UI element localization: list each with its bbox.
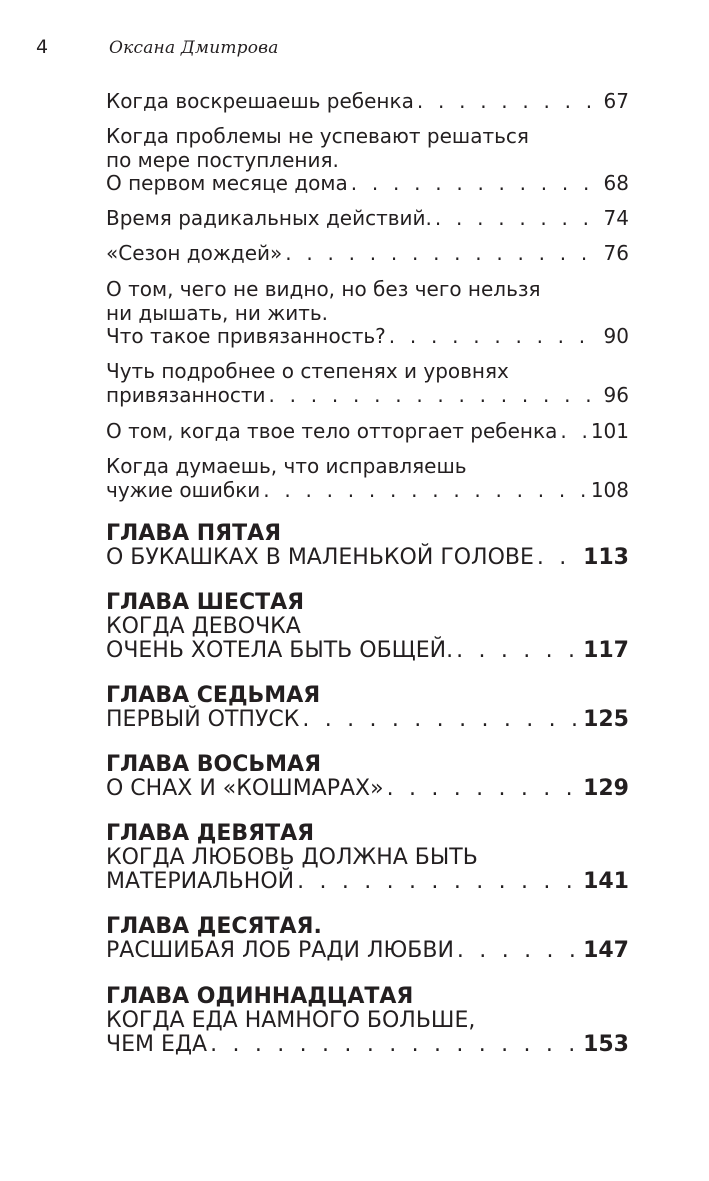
- chapter-title-line: КОГДА ЕДА НАМНОГО БОЛЬШЕ,: [106, 1008, 476, 1033]
- toc-entry-title: чужие ошибки: [106, 477, 261, 502]
- dot-leader: [456, 639, 580, 663]
- toc-entry-title: О том, когда твое тело отторгает ребенка: [106, 419, 558, 443]
- toc-entry-line: ни дышать, ни жить.: [106, 300, 329, 325]
- chapter-heading: ГЛАВА ШЕСТАЯ: [106, 590, 305, 615]
- dot-leader: [297, 870, 580, 894]
- chapter-heading: ГЛАВА ДЕСЯТАЯ.: [106, 914, 322, 939]
- toc-page-number: 113: [583, 545, 629, 570]
- toc-entry-title: «Сезон дождей»: [106, 241, 283, 265]
- dot-leader: [435, 207, 601, 231]
- chapter-heading: ГЛАВА СЕДЬМАЯ: [106, 683, 321, 708]
- toc-chapter[interactable]: [106, 522, 629, 570]
- chapter-heading: ГЛАВА ДЕВЯТАЯ: [106, 821, 315, 846]
- toc-entry[interactable]: [106, 455, 629, 502]
- dot-leader: [389, 325, 601, 349]
- toc-chapter[interactable]: [106, 591, 629, 663]
- toc-page-number: 147: [583, 938, 629, 963]
- toc-page-number: 90: [603, 324, 629, 348]
- chapter-title: МАТЕРИАЛЬНОЙ: [106, 869, 295, 894]
- toc-entry-title: О первом месяце дома: [106, 171, 348, 195]
- chapter-title: О СНАХ И «КОШМАРАХ»: [106, 776, 384, 801]
- toc-page-number: 68: [603, 171, 629, 195]
- toc-entry-line: Когда думаешь, что исправляешь: [106, 454, 467, 478]
- dot-leader: [457, 939, 580, 963]
- dot-leader: [537, 546, 580, 570]
- toc-page-number: 76: [603, 241, 629, 265]
- chapter-title: ПЕРВЫЙ ОТПУСК: [106, 707, 300, 732]
- toc-entry[interactable]: [106, 207, 629, 231]
- toc-chapter[interactable]: [106, 985, 629, 1057]
- toc-page-number: 101: [590, 419, 629, 443]
- toc-entry-title: Что такое привязанность?: [106, 324, 386, 348]
- toc-page-number: 67: [603, 89, 629, 113]
- toc-entry[interactable]: [106, 420, 629, 444]
- toc-entry-line: Чуть подробнее о степенях и уровнях: [106, 359, 509, 383]
- chapter-title-line: КОГДА ЛЮБОВЬ ДОЛЖНА БЫТЬ: [106, 845, 478, 870]
- toc-entry-line: по мере поступления.: [106, 147, 339, 172]
- toc-page-number: 117: [583, 638, 629, 663]
- toc-entry[interactable]: [106, 278, 629, 349]
- toc-page-number: 129: [583, 776, 629, 801]
- dot-leader: [417, 90, 601, 114]
- toc-page-number: 108: [590, 477, 629, 502]
- toc-chapter[interactable]: [106, 753, 629, 801]
- toc-page-number: 153: [583, 1032, 629, 1057]
- toc-page-number: 74: [603, 206, 629, 230]
- dot-leader: [560, 420, 587, 444]
- toc-page-number: 125: [583, 707, 629, 732]
- toc-entry[interactable]: [106, 360, 629, 407]
- chapter-title: РАСШИБАЯ ЛОБ РАДИ ЛЮБВИ: [106, 938, 454, 963]
- page-header: [36, 36, 676, 60]
- toc-entry[interactable]: [106, 125, 629, 196]
- dot-leader: [387, 777, 580, 801]
- toc-page-number: 96: [603, 382, 629, 407]
- toc-entry-line: О том, чего не видно, но без чего нельзя: [106, 277, 541, 301]
- chapter-heading: ГЛАВА ВОСЬМАЯ: [106, 752, 322, 777]
- toc-entry-title: Когда воскрешаешь ребенка: [106, 89, 414, 113]
- chapter-title-line: КОГДА ДЕВОЧКА: [106, 614, 301, 639]
- toc-entry[interactable]: [106, 90, 629, 114]
- toc-entry-title: Время радикальных действий.: [106, 206, 432, 230]
- toc-chapter[interactable]: [106, 684, 629, 732]
- toc-entry[interactable]: [106, 242, 629, 266]
- chapter-title: ОЧЕНЬ ХОТЕЛА БЫТЬ ОБЩЕЙ.: [106, 638, 454, 663]
- toc-chapter[interactable]: [106, 822, 629, 894]
- page-number: 4: [36, 36, 49, 58]
- running-head-author: Оксана Дмитрова: [109, 38, 279, 58]
- dot-leader: [302, 708, 580, 732]
- toc-page-number: 141: [583, 869, 629, 894]
- chapter-title: О БУКАШКАХ В МАЛЕНЬКОЙ ГОЛОВЕ: [106, 545, 534, 570]
- chapter-heading: ГЛАВА ОДИННАДЦАТАЯ: [106, 984, 414, 1009]
- toc-entry-line: Когда проблемы не успевают решаться: [106, 124, 529, 148]
- dot-leader: [263, 479, 588, 503]
- chapter-title: ЧЕМ ЕДА: [106, 1032, 208, 1057]
- dot-leader: [285, 242, 600, 266]
- dot-leader: [351, 172, 601, 196]
- toc-entry-title: привязанности: [106, 382, 266, 407]
- toc-chapter[interactable]: [106, 915, 629, 963]
- dot-leader: [210, 1033, 580, 1057]
- dot-leader: [269, 384, 601, 408]
- chapter-heading: ГЛАВА ПЯТАЯ: [106, 521, 282, 546]
